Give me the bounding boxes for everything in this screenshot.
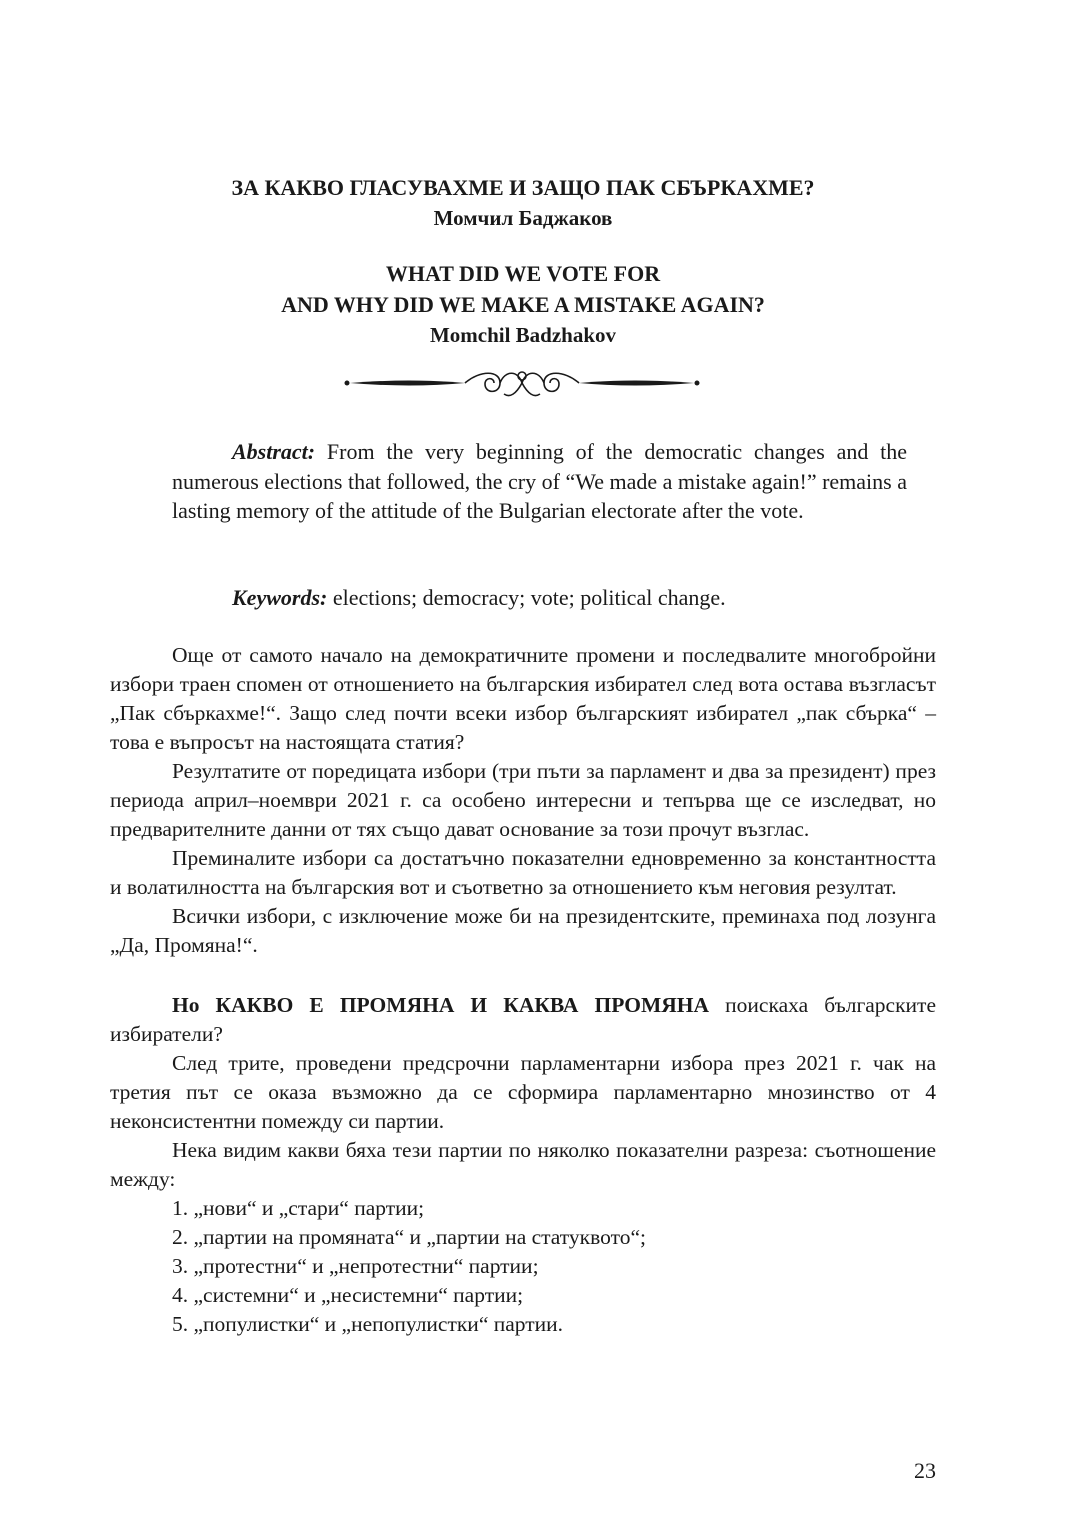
body-paragraph-7: Нека видим какви бяха тези партии по няколко показателни разреза: съотношение между: xyxy=(110,1138,936,1191)
body-paragraph-1: Още от самото начало на демократичните промени и последвалите многобройни избори траен спомен от отношението на българския избирател след вота остава възгласът „Пак сбъркахме!“. Защо след почти всеки избор българският избирател „пак сбърка“ – това е въпросът на настоящата статия? xyxy=(110,643,936,754)
article-body xyxy=(110,641,936,1339)
title-en-author: Momchil Badzhakov xyxy=(429,323,617,347)
title-bg-heading: ЗА КАКВО ГЛАСУВАХМЕ И ЗАЩО ПАК СБЪРКАХМЕ? xyxy=(231,175,815,200)
list-item: 5. „популистки“ и „непопулистки“ партии. xyxy=(172,1312,564,1336)
body-paragraph-5-bold: Но КАКВО Е ПРОМЯНА И КАКВА ПРОМЯНА xyxy=(172,993,710,1017)
body-paragraph-5-rest: поискаха българските избиратели? xyxy=(110,993,936,1046)
body-paragraph-4: Всички избори, с изключение може би на президентските, преминаха под лозунга „Да, Промяна!“. xyxy=(110,904,936,957)
title-en-line2: AND WHY DID WE MAKE A MISTAKE AGAIN? xyxy=(281,292,765,317)
list-item: 3. „протестни“ и „непротестни“ партии; xyxy=(172,1254,539,1278)
title-bulgarian xyxy=(110,172,936,234)
body-paragraph-3: Преминалите избори са достатъчно показателни едновременно за константността и волатилността на българския вот и съответно за отношението към неговия резултат. xyxy=(110,846,936,899)
list-item: 4. „системни“ и „несистемни“ партии; xyxy=(172,1283,524,1307)
ornament-divider-icon xyxy=(340,364,704,402)
keywords-label: Keywords: xyxy=(232,585,328,610)
title-english xyxy=(110,258,936,351)
body-paragraph-2: Резултатите от поредицата избори (три пъти за парламент и два за президент) през периода април–ноември 2021 г. са особено интересни и тепърва ще се изследват, но предварителните данни от тях също дават основание за този прочут възглас. xyxy=(110,759,936,841)
abstract-text: From the very beginning of the democratic changes and the numerous elections that followed, the cry of “We made a mistake again!” remains a lasting memory of the attitude of the Bulgarian electorate after the vote. xyxy=(172,439,907,523)
list-item: 2. „партии на промяната“ и „партии на статуквото“; xyxy=(172,1225,646,1249)
abstract-label: Abstract: xyxy=(232,439,316,464)
keywords-text: elections; democracy; vote; political change. xyxy=(327,585,726,610)
keywords-paragraph xyxy=(172,583,907,613)
list-item: 1. „нови“ и „стари“ партии; xyxy=(172,1196,425,1220)
title-en-line1: WHAT DID WE VOTE FOR xyxy=(385,261,661,286)
title-bg-author: Момчил Баджаков xyxy=(433,206,613,230)
body-paragraph-5 xyxy=(110,991,936,1049)
abstract-paragraph xyxy=(172,437,907,526)
body-paragraph-6: След трите, проведени предсрочни парламентарни избора през 2021 г. чак на третия път се оказа възможно да се сформира парламентарно мнозинство от 4 неконсистентни помежду си партии. xyxy=(110,1051,936,1133)
page-number: 23 xyxy=(914,1458,936,1483)
